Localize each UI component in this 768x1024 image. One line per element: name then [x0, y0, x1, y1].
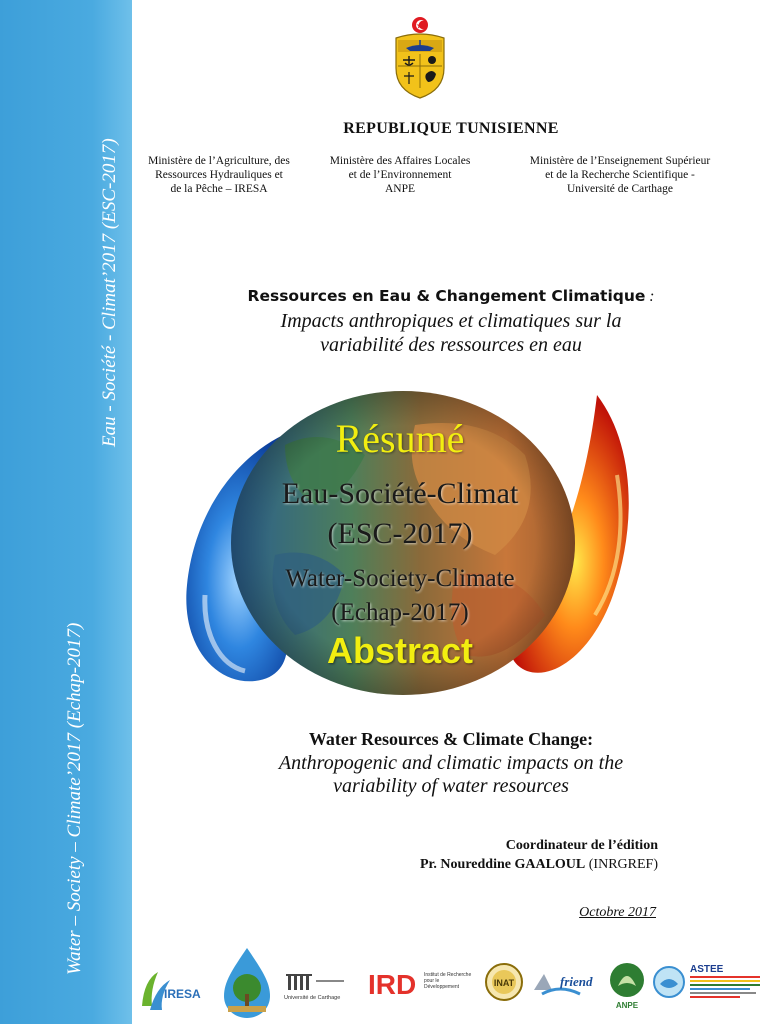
ministry-line: Ressources Hydrauliques et [155, 169, 283, 181]
tree-drop-icon [218, 946, 276, 1020]
country-heading: REPUBLIQUE TUNISIENNE [343, 120, 559, 137]
carthage-text: Université de Carthage [284, 995, 341, 1001]
french-title-main: Ressources en Eau & Changement Climatique [247, 287, 646, 305]
sidebar [0, 0, 132, 1024]
coordinator-block [420, 836, 658, 874]
ministry-line: et de la Recherche Scientifique - [545, 169, 695, 181]
coordinator-name-line [420, 855, 658, 874]
abstract-label: Abstract [326, 630, 474, 671]
friend-logo [530, 966, 596, 998]
anpe-text: ANPE [615, 1001, 639, 1010]
tunisia-coat-of-arms-icon [390, 16, 450, 100]
ministry-line: et de l’Environnement [348, 169, 452, 181]
astee-logo [686, 960, 766, 1008]
resume-label: Résumé [335, 416, 465, 461]
anpe-tree-logo [218, 946, 276, 1020]
ird-logo [366, 964, 474, 1004]
french-title-colon: : [645, 288, 655, 305]
ministry-line: Université de Carthage [566, 183, 673, 195]
astee-text: ASTEE [690, 964, 724, 975]
french-title [134, 287, 768, 306]
coordinator-org: (INRGREF) [585, 857, 658, 872]
friend-icon [530, 966, 596, 998]
astee-icon [686, 960, 766, 1008]
french-subtitle-line: Impacts anthropiques et climatiques sur la [280, 310, 622, 332]
english-subtitle-line: variability of water resources [333, 775, 569, 797]
carthage-columns-icon [282, 972, 350, 1002]
french-subtitle-line: variabilité des ressources en eau [320, 334, 582, 356]
inat-logo [484, 962, 524, 1002]
carthage-logo [282, 972, 350, 1002]
english-subtitle [134, 752, 768, 798]
coordinator-name: Pr. Noureddine GAALOUL [419, 857, 586, 872]
ministry-higher-education [502, 154, 738, 196]
ministry-line: Ministère de l’Enseignement Supérieur [529, 155, 711, 167]
iresa-logo [136, 960, 201, 1018]
anpe-logo [604, 960, 650, 1012]
sidebar-title-en: Water – Society – Climate’2017 (Echap-2017) [64, 622, 85, 975]
coordinator-label: Coordinateur de l’édition [505, 838, 658, 853]
iresa-icon [136, 960, 201, 1018]
ird-icon [366, 964, 474, 1004]
english-title: Water Resources & Climate Change: [308, 729, 594, 749]
water-earth-logo [652, 962, 686, 1002]
ministry-agriculture [134, 154, 304, 196]
inat-seal-icon [484, 962, 524, 1002]
ird-text: IRD [368, 969, 417, 1000]
graphic-line-esc-year: (ESC-2017) [327, 517, 473, 550]
graphic-line-wsc-year: (Echap-2017) [331, 599, 469, 626]
friend-text: friend [560, 974, 593, 989]
french-subtitle [134, 309, 768, 357]
graphic-line-wsc: Water-Society-Climate [285, 565, 515, 592]
english-subtitle-line: Anthropogenic and climatic impacts on the [278, 752, 624, 774]
partner-logos [134, 942, 768, 1020]
earth-water-icon [652, 962, 686, 1002]
ministry-line: Ministère des Affaires Locales [329, 155, 471, 167]
ministry-local-affairs [312, 154, 488, 196]
cover-graphic [165, 385, 635, 705]
ministry-line: Ministère de l’Agriculture, des [148, 155, 290, 167]
publication-date: Octobre 2017 [579, 905, 656, 920]
anpe-leaf-icon [604, 960, 650, 1012]
sidebar-title-fr: Eau - Société - Climat’2017 (ESC-2017) [99, 138, 120, 447]
ministry-line: de la Pêche – IRESA [170, 183, 268, 195]
inat-text: INAT [493, 978, 515, 988]
iresa-text: IRESA [164, 987, 201, 1001]
ministry-line: ANPE [384, 183, 416, 195]
graphic-line-esc: Eau-Société-Climat [281, 477, 519, 510]
ird-tagline: Institut de Recherche pour le Développement [424, 972, 472, 990]
